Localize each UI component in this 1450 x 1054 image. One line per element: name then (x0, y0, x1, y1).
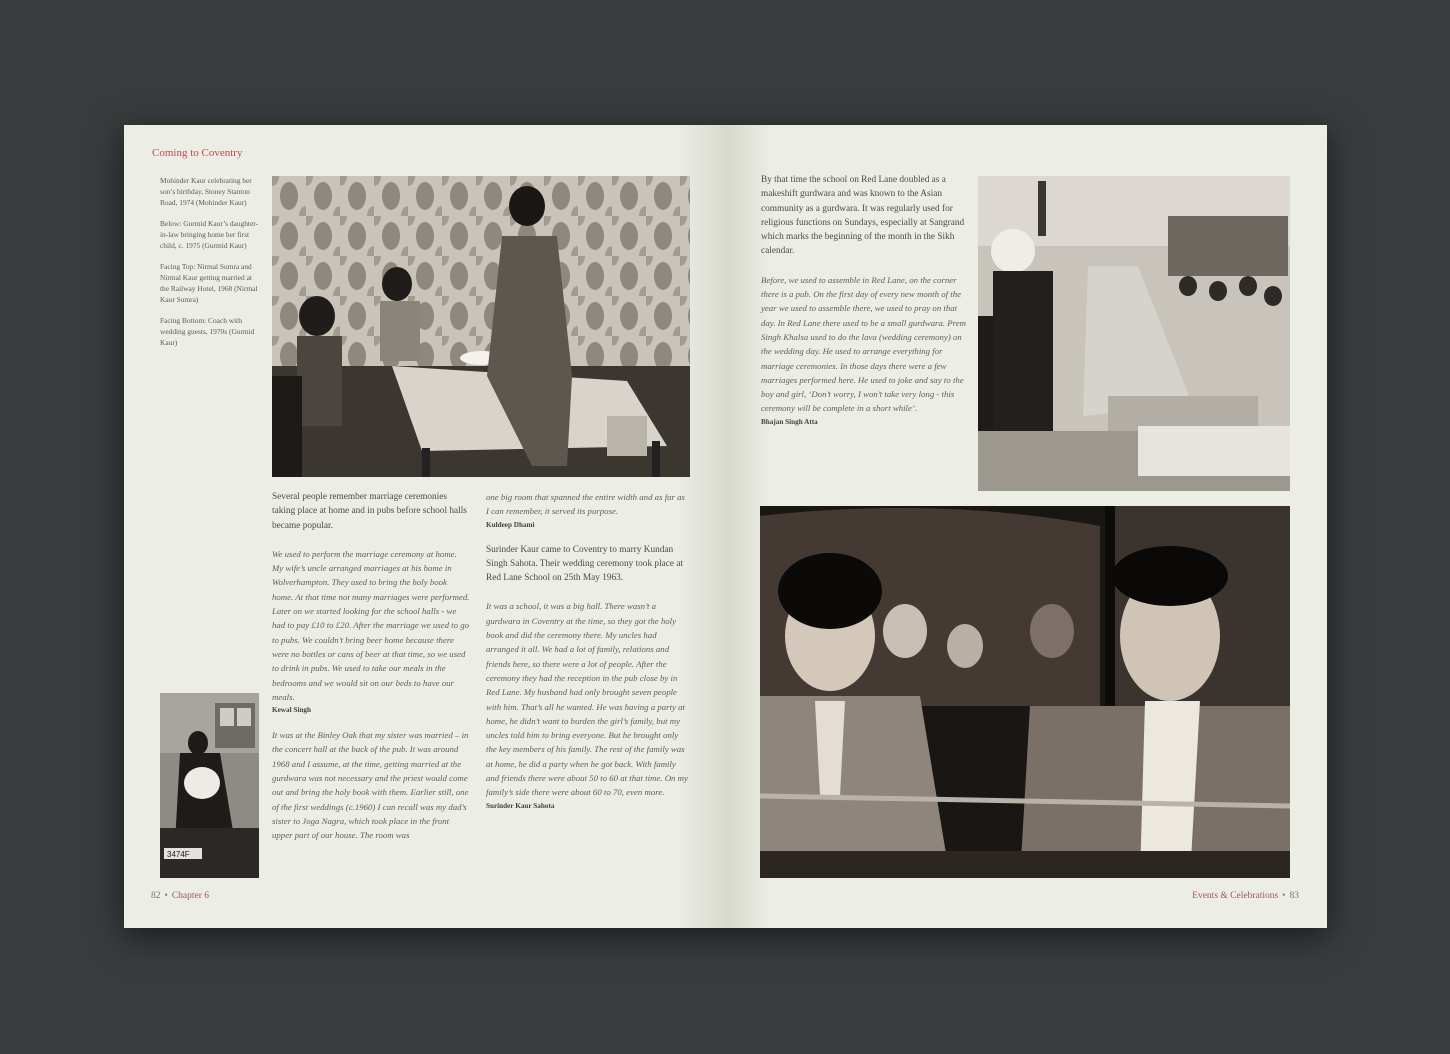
birthday-photo (272, 176, 690, 477)
left-column-2 (486, 490, 690, 810)
red-lane-intro: By that time the school on Red Lane doubled as a makeshift gurdwara and was known to the Asian community as a gurdwara. It was regularly used for religious functions on Sundays, especially at Sangrand which marks the beginning of the month in the Sikh calendar. (761, 175, 965, 257)
section-label: Events & Celebrations (1192, 891, 1279, 901)
page-number-left: 82 (151, 891, 161, 901)
caption-facing-bottom: Facing Bottom: Coach with wedding guests, 1970s (Gurmid Kaur) (160, 316, 255, 347)
left-folio: 82 • Chapter 6 (151, 891, 210, 901)
left-column-1 (272, 490, 470, 843)
intro-paragraph: Several people remember marriage ceremonies taking place at home and in pubs before school halls became popular. (272, 492, 467, 531)
wedding-photo (978, 176, 1290, 491)
quote-kewal-singh: We used to perform the marriage ceremony at home. My wife’s uncle arranged marriages at his home in Wolverhampton. They used to bring the holy book home. At that time not many marriages were performed. Later on we started looking for the school halls - we had to pay £10 to £20. After the marriage we used to go to pubs. We couldn’t bring beer home because there were no bottles or cans of beer at that time, so we used to drink in pubs. We used to take our meals in the bedrooms and we would sit on our beds to have our meals. (272, 548, 470, 702)
attribution-kewal-singh: Kewal Singh (272, 706, 311, 715)
caption-birthday: Mohinder Kaur celebrating her son’s birthday, Stoney Stanton Road, 1974 (Mohinder Kaur) (160, 176, 252, 207)
quote-kuldeep-dhami: It was at the Binley Oak that my sister was married – in the concert hall at the back of the pub. It was around 1968 and I assume, at the time, getting married at the gurdwara was not necessary and the priest would come out and bring the holy book with them. Earlier still, one of the first weddings (c.1960) I can recall was my dad’s sister to Joga Nagra, which took place in the front upper part of our house. The room was (272, 730, 469, 841)
surinder-intro: Surinder Kaur came to Coventry to marry Kundan Singh Sahota. Their wedding ceremony took place at Red Lane School on 25th May 1963. (486, 544, 684, 584)
attribution-kuldeep-dhami: Kuldeep Dhami (486, 520, 535, 529)
coach-photo (760, 506, 1290, 878)
right-folio: Events & Celebrations • 83 (1192, 891, 1299, 901)
attribution-surinder-kaur: Surinder Kaur Sahota (486, 801, 555, 810)
quote-surinder-kaur: It was a school, it was a big hall. There wasn’t a gurdwara in Coventry at the time, so they got the holy book and did the ceremony there. My uncles had arranged it all. We had a lot of family, relations and friends here, so there were a lot of people. After the ceremony they had the reception in the pub close by in Red Lane. My husband had only brought seven people with him. That’s all he wanted. He was having a party at home, he didn’t want to burden the girl’s family, but my uncles told him to bring everyone. But he brought only the key members of his family. The rest of the family was at home, he did a party when he got back. With family and friends there were about 50 to 60 at that time. On my family’s side there were about 60 to 70, even more. (486, 601, 688, 798)
caption-daughter-in-law: Below: Gurmid Kaur’s daughter-in-law bringing home her first child, c. 1975 (Gurmid Kaur) (160, 219, 259, 250)
attribution-bhajan-singh: Bhajan Singh Atta (761, 417, 818, 426)
license-plate-text: 3474F (167, 850, 190, 859)
daughter-in-law-photo (160, 693, 259, 878)
page-number-right: 83 (1289, 891, 1299, 901)
magazine-spread (124, 125, 1327, 928)
right-page (724, 125, 1327, 928)
right-column (761, 173, 966, 426)
photo-captions (160, 175, 260, 358)
left-page (124, 125, 724, 928)
quote-bhajan-singh: Before, we used to assemble in Red Lane, on the corner there is a pub. On the first day of every new month of the year we used to assemble there, we used to pray on that day. In Red Lane there used to be a small gurdwara. Prem Singh Khalsa used to do the lava (wedding ceremony) on the wedding day. He used to arrange everything for marriage ceremonies. In those days there were a few marriages performed here. He used to joke and say to the boy and girl, ‘Don’t worry, I won’t take very long - this ceremony will be complete in a short while’. (761, 274, 966, 414)
caption-facing-top: Facing Top: Nirmal Sumra and Nirmal Kaur getting married at the Railway Hotel, 1968 (Nirmal Kaur Sumra) (160, 262, 258, 304)
running-head: Coming to Coventry (152, 147, 243, 159)
quote-continued: one big room that spanned the entire width and as far as I can remember, it served its purpose. (486, 492, 685, 517)
chapter-label: Chapter 6 (171, 891, 210, 901)
